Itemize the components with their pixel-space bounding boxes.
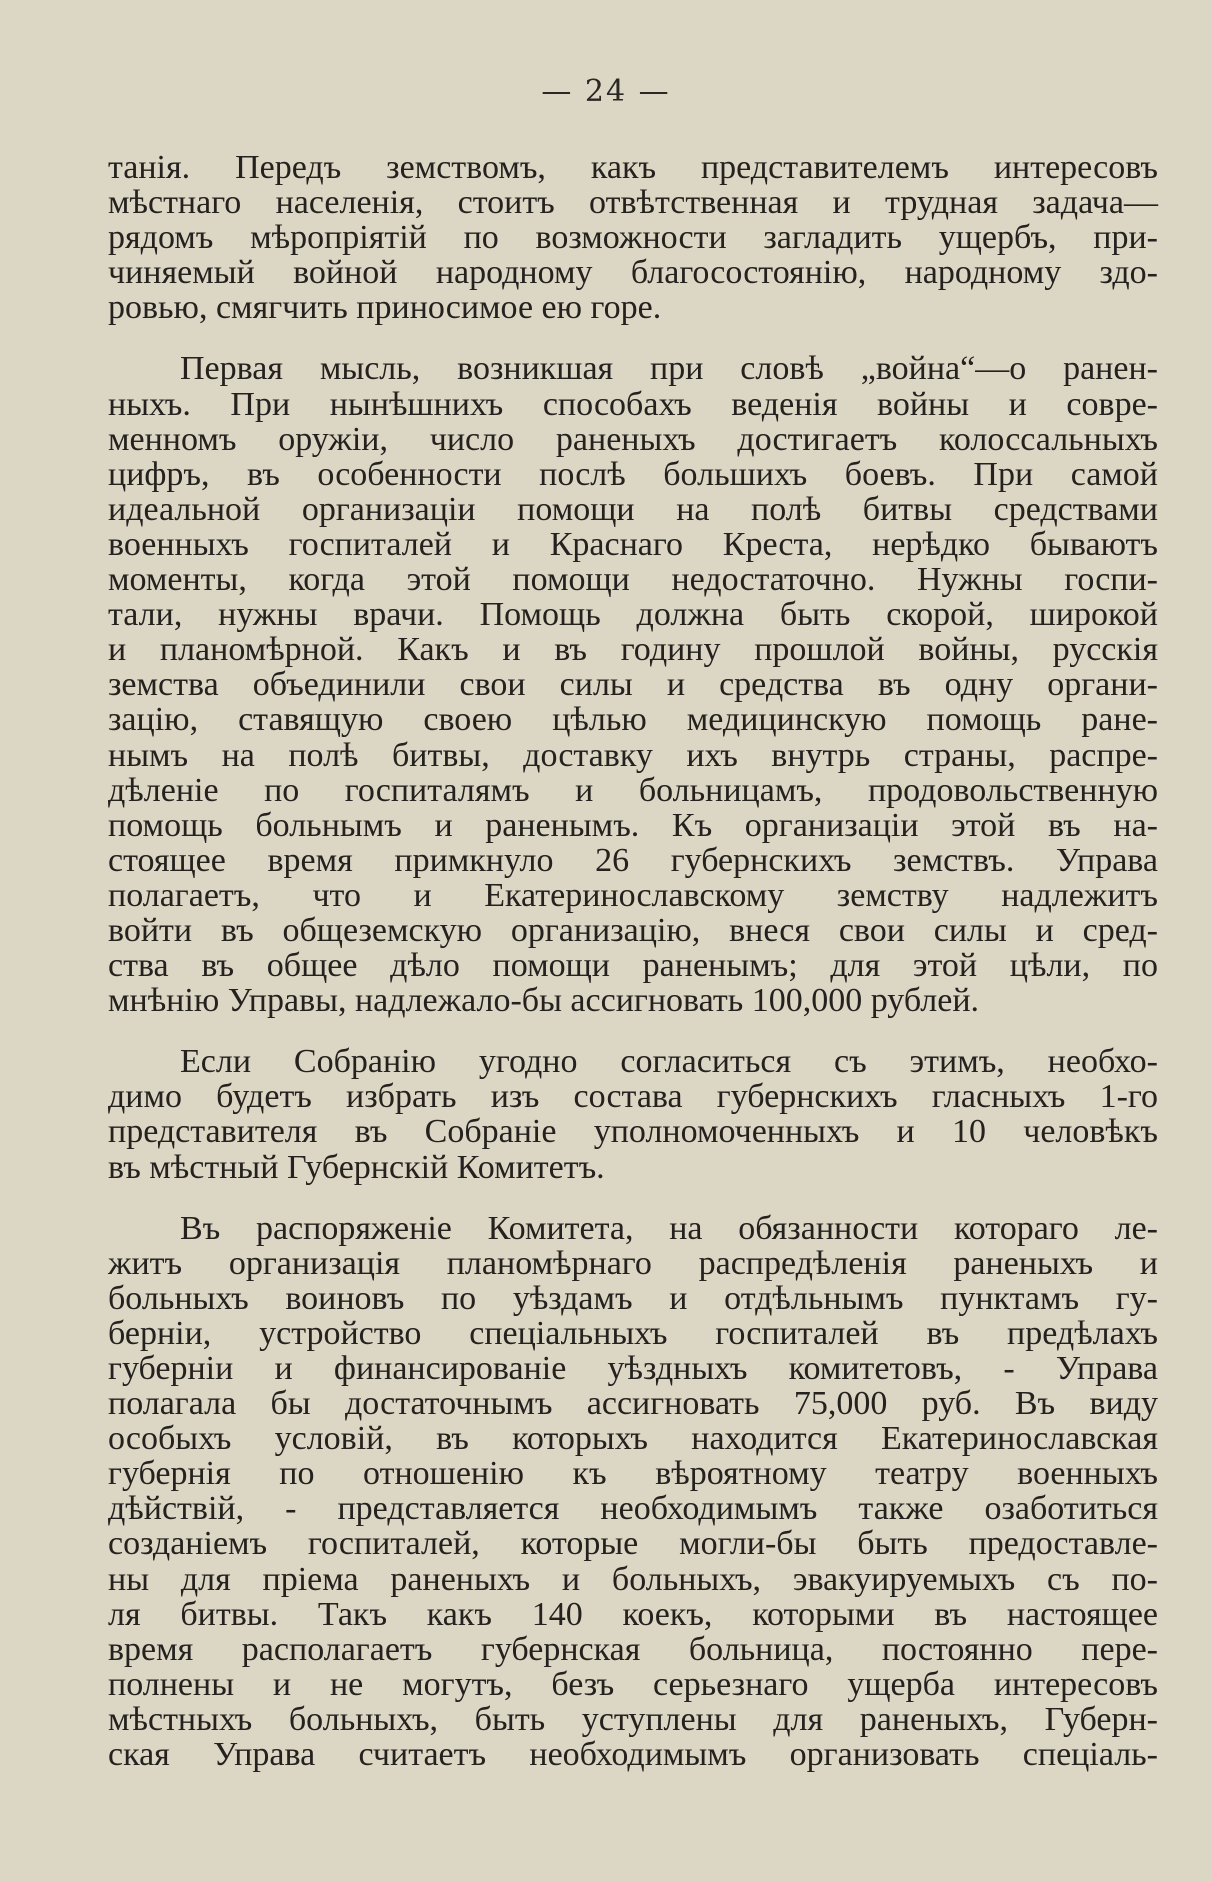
text-line: менномъ оружіи, число раненыхъ достигаетъ колоссальныхъ [108,420,1158,458]
text-line: рядомъ мѣропріятій по возможности загладить ущербъ, при- [108,219,1158,257]
paragraph [108,150,1158,325]
text-line: мѣстнаго населенія, стоитъ отвѣтственная и трудная задача— [108,184,1158,222]
paragraph-gap [108,1018,1158,1044]
text-line: цифръ, въ особенности послѣ большихъ боевъ. При самой [108,455,1158,493]
text-line: полагала бы достаточнымъ ассигновать 75,000 руб. Въ виду [108,1385,1158,1423]
body-text [108,150,1158,1772]
text-line: губернія по отношенію къ вѣроятному театру военныхъ [108,1455,1158,1493]
text-line: берніи, устройство спеціальныхъ госпиталей въ предѣлахъ [108,1314,1158,1352]
text-line: мнѣнію Управы, надлежало-бы ассигновать 100,000 рублей. [108,982,980,1020]
text-line: военныхъ госпиталей и Краснаго Креста, нерѣдко бываютъ [108,525,1158,563]
text-line: губерніи и финансированіе уѣздныхъ комитетовъ, - Управа [108,1350,1158,1387]
text-line: зацію, ставящую своею цѣлью медицинскую помощь ране- [108,701,1158,739]
text-line: и планомѣрной. Какъ и въ годину прошлой войны, русскія [108,631,1158,669]
text-line: нымъ на полѣ битвы, доставку ихъ внутрь страны, распре- [108,736,1158,774]
text-line: мѣстныхъ больныхъ, быть уступлены для раненыхъ, Губерн- [108,1700,1158,1738]
text-line: ровью, смягчить приносимое ею горе. [108,289,662,327]
text-line: стоящее время примкнуло 26 губернскихъ земствъ. Управа [108,841,1158,879]
text-line: больныхъ воиновъ по уѣздамъ и отдѣльнымъ пунктамъ гу- [108,1279,1158,1317]
text-line: ская Управа считаетъ необходимымъ организовать спеціаль- [108,1736,1158,1774]
text-line: Въ распоряженіе Комитета, на обязанности котораго ле- [180,1209,1158,1247]
page-number: — 24 — [541,74,671,109]
text-line: ны для пріема раненыхъ и больныхъ, эвакуируемыхъ съ по- [108,1560,1158,1598]
text-line: тали, нужны врачи. Помощь должна быть скорой, широкой [108,596,1158,634]
text-line: Первая мысль, возникшая при словѣ „война“—о ранен- [180,350,1158,388]
text-line: идеальной организаціи помощи на полѣ битвы средствами [108,490,1158,528]
text-line: помощь больнымъ и раненымъ. Къ организаціи этой въ на- [108,806,1158,844]
text-line: дѣленіе по госпиталямъ и больницамъ, продовольственную [108,771,1158,809]
paragraph [108,351,1158,1018]
text-line: созданіемъ госпиталей, которые могли-бы быть предоставле- [108,1525,1158,1563]
text-line: ля битвы. Такъ какъ 140 коекъ, которыми въ настоящее [108,1595,1158,1633]
text-line: въ мѣстный Губернскій Комитетъ. [108,1148,605,1186]
text-line: полнены и не могутъ, безъ серьезнаго ущерба интересовъ [108,1665,1158,1703]
text-line: моменты, когда этой помощи недостаточно. Нужны госпи- [108,561,1158,599]
text-line: чиняемый войной народному благосостоянію, народному здо- [108,254,1158,292]
text-line: житъ организація планомѣрнаго распредѣленія раненыхъ и [108,1244,1158,1282]
text-line: земства объединили свои силы и средства въ одну органи- [108,666,1158,704]
text-line: димо будетъ избрать изъ состава губернскихъ гласныхъ 1-го [108,1078,1158,1116]
paragraph-gap [108,1185,1158,1211]
text-line: представителя въ Собраніе уполномоченныхъ и 10 человѣкъ [108,1113,1158,1151]
text-line: ныхъ. При нынѣшнихъ способахъ веденія войны и совре- [108,385,1158,423]
paragraph-gap [108,325,1158,351]
text-line: Если Собранію угодно согласиться съ этимъ, необхо- [180,1043,1158,1081]
paragraph [108,1044,1158,1184]
text-line: танія. Передъ земствомъ, какъ представителемъ интересовъ [108,149,1158,186]
text-line: ства въ общее дѣло помощи раненымъ; для этой цѣли, по [108,947,1158,985]
text-line: особыхъ условій, въ которыхъ находится Екатеринославская [108,1420,1158,1458]
text-line: время располагаетъ губернская больница, постоянно пере- [108,1630,1158,1668]
paragraph [108,1211,1158,1773]
text-line: войти въ общеземскую организацію, внеся свои силы и сред- [108,911,1158,949]
text-line: полагаетъ, что и Екатеринославскому земству надлежитъ [108,876,1158,914]
text-line: дѣйствій, - представляется необходимымъ также озаботиться [108,1490,1158,1528]
